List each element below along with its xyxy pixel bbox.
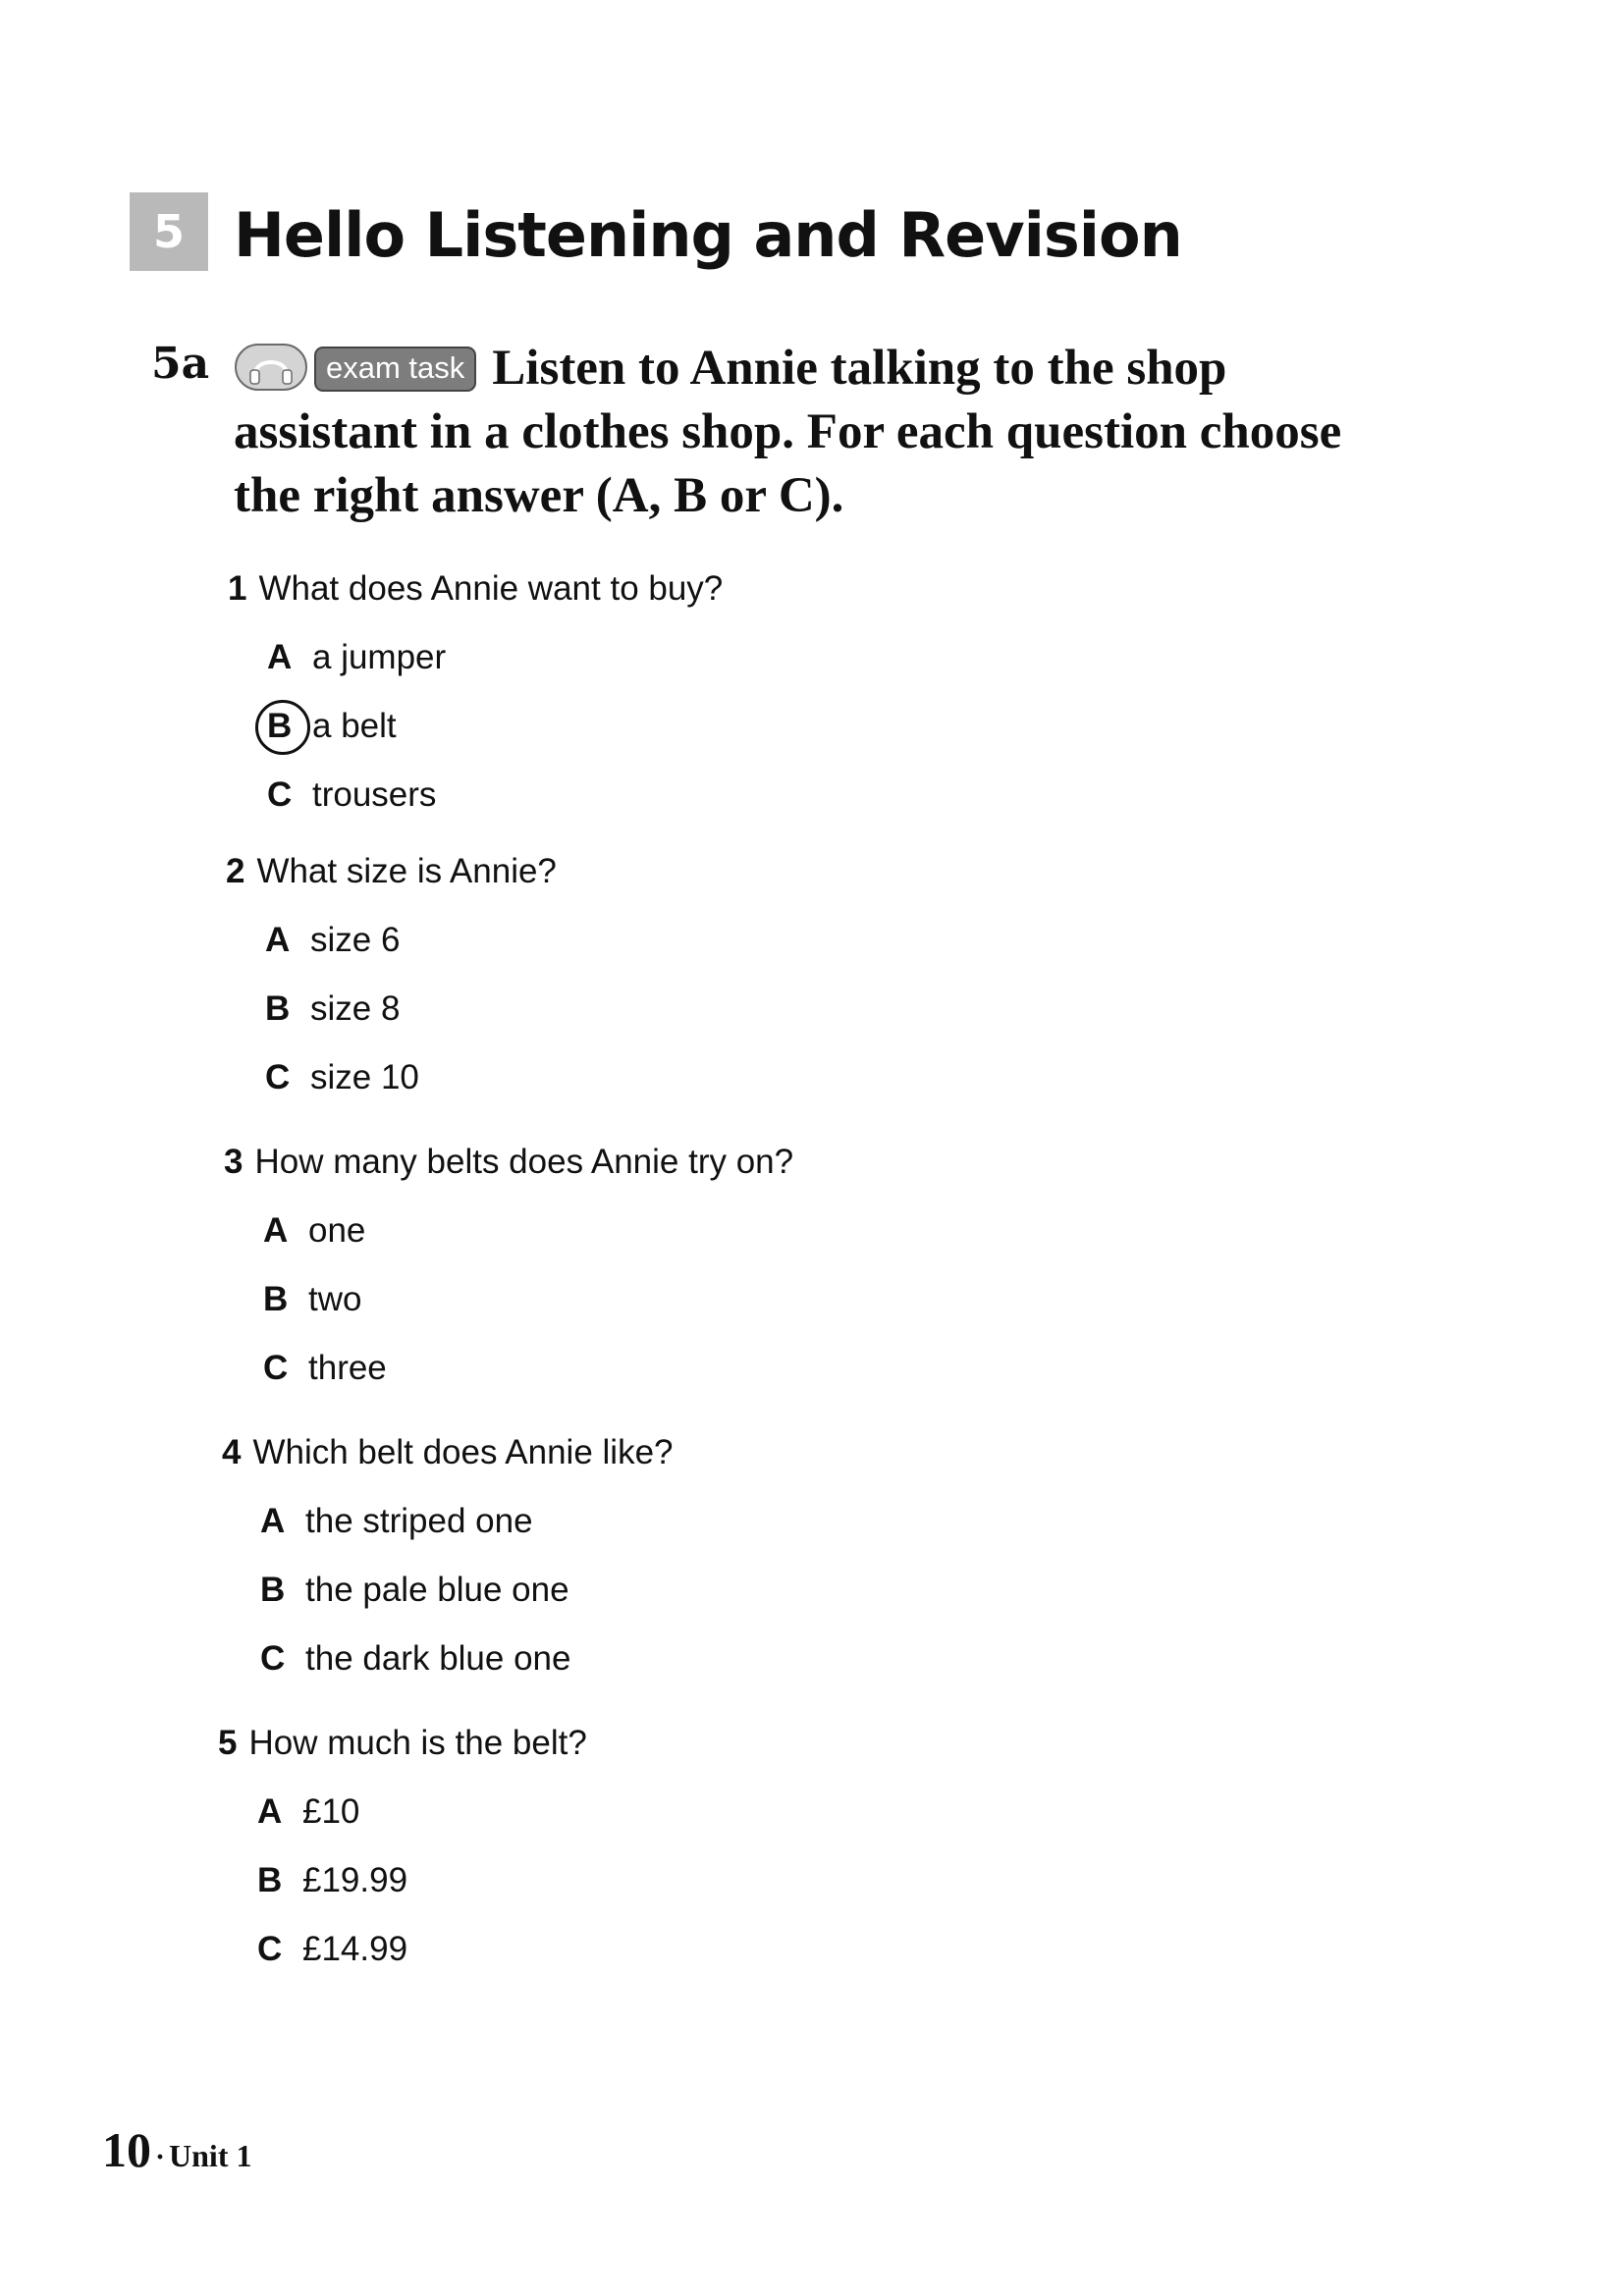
option-text: one xyxy=(308,1211,366,1250)
question-2-option-a[interactable] xyxy=(265,920,400,961)
option-letter: A xyxy=(265,921,291,959)
question-number: 4 xyxy=(222,1433,242,1471)
question-1-option-c[interactable] xyxy=(267,774,436,816)
option-text: three xyxy=(308,1349,387,1387)
question-3 xyxy=(224,1142,793,1183)
question-text: How many belts does Annie try on? xyxy=(254,1143,794,1181)
question-number: 3 xyxy=(224,1143,243,1181)
question-4-option-c[interactable] xyxy=(260,1638,570,1680)
headphones-icon xyxy=(234,343,308,392)
exam-task-badge: exam task xyxy=(314,347,476,392)
option-letter: A xyxy=(260,1502,286,1540)
question-5-option-c[interactable] xyxy=(257,1929,407,1970)
footer-separator: · xyxy=(155,2141,166,2173)
option-text: £10 xyxy=(302,1792,360,1831)
option-letter: B xyxy=(257,1861,283,1899)
question-1-option-b[interactable] xyxy=(267,706,397,747)
option-text: two xyxy=(308,1280,362,1318)
question-5-option-b[interactable] xyxy=(257,1860,407,1901)
section-title: Hello Listening and Revision xyxy=(234,199,1182,271)
option-text: trousers xyxy=(312,775,437,814)
option-text: £14.99 xyxy=(302,1930,408,1968)
option-letter: C xyxy=(263,1349,289,1387)
option-text: the pale blue one xyxy=(305,1571,569,1609)
question-text: Which belt does Annie like? xyxy=(252,1433,674,1471)
question-3-option-c[interactable] xyxy=(263,1348,387,1389)
section-number-badge xyxy=(130,192,208,271)
question-4 xyxy=(222,1432,674,1473)
option-letter: B xyxy=(265,989,291,1028)
section-number: 5 xyxy=(152,205,185,258)
page-footer xyxy=(102,2122,251,2177)
option-text: the striped one xyxy=(305,1502,533,1540)
option-letter: B xyxy=(263,1280,289,1318)
option-text: £19.99 xyxy=(302,1861,408,1899)
page-number: 10 xyxy=(102,2122,151,2177)
exercise-instruction xyxy=(234,337,1343,528)
option-letter: A xyxy=(267,638,293,676)
option-letter-circled: B xyxy=(267,706,312,747)
question-3-option-b[interactable] xyxy=(263,1279,361,1320)
question-2-option-c[interactable] xyxy=(265,1057,419,1098)
option-letter: C xyxy=(257,1930,283,1968)
question-4-option-b[interactable] xyxy=(260,1570,569,1611)
option-letter: C xyxy=(267,775,293,814)
option-letter: B xyxy=(260,1571,286,1609)
question-2 xyxy=(226,851,557,892)
option-text: a jumper xyxy=(312,638,447,676)
question-5 xyxy=(218,1723,587,1764)
option-letter: C xyxy=(260,1639,286,1678)
option-letter: C xyxy=(265,1058,291,1096)
unit-label: Unit 1 xyxy=(169,2138,252,2173)
option-text: the dark blue one xyxy=(305,1639,571,1678)
question-text: How much is the belt? xyxy=(248,1724,587,1762)
question-2-option-b[interactable] xyxy=(265,988,400,1030)
question-number: 1 xyxy=(228,569,247,608)
option-text: a belt xyxy=(312,707,397,745)
question-text: What does Annie want to buy? xyxy=(258,569,724,608)
exercise-number: 5a xyxy=(151,339,210,389)
option-letter: A xyxy=(263,1211,289,1250)
option-text: size 6 xyxy=(310,921,401,959)
question-5-option-a[interactable] xyxy=(257,1791,359,1833)
question-text: What size is Annie? xyxy=(256,852,557,890)
question-1 xyxy=(228,568,723,610)
option-letter: A xyxy=(257,1792,283,1831)
question-3-option-a[interactable] xyxy=(263,1210,365,1252)
question-4-option-a[interactable] xyxy=(260,1501,533,1542)
question-number: 5 xyxy=(218,1724,238,1762)
question-number: 2 xyxy=(226,852,245,890)
option-text: size 10 xyxy=(310,1058,419,1096)
option-text: size 8 xyxy=(310,989,401,1028)
instruction-text: Listen to Annie talking to the shop assistant in a clothes shop. For each question choose the right answer (A, B or C). xyxy=(234,341,1342,523)
question-1-option-a[interactable] xyxy=(267,637,446,678)
